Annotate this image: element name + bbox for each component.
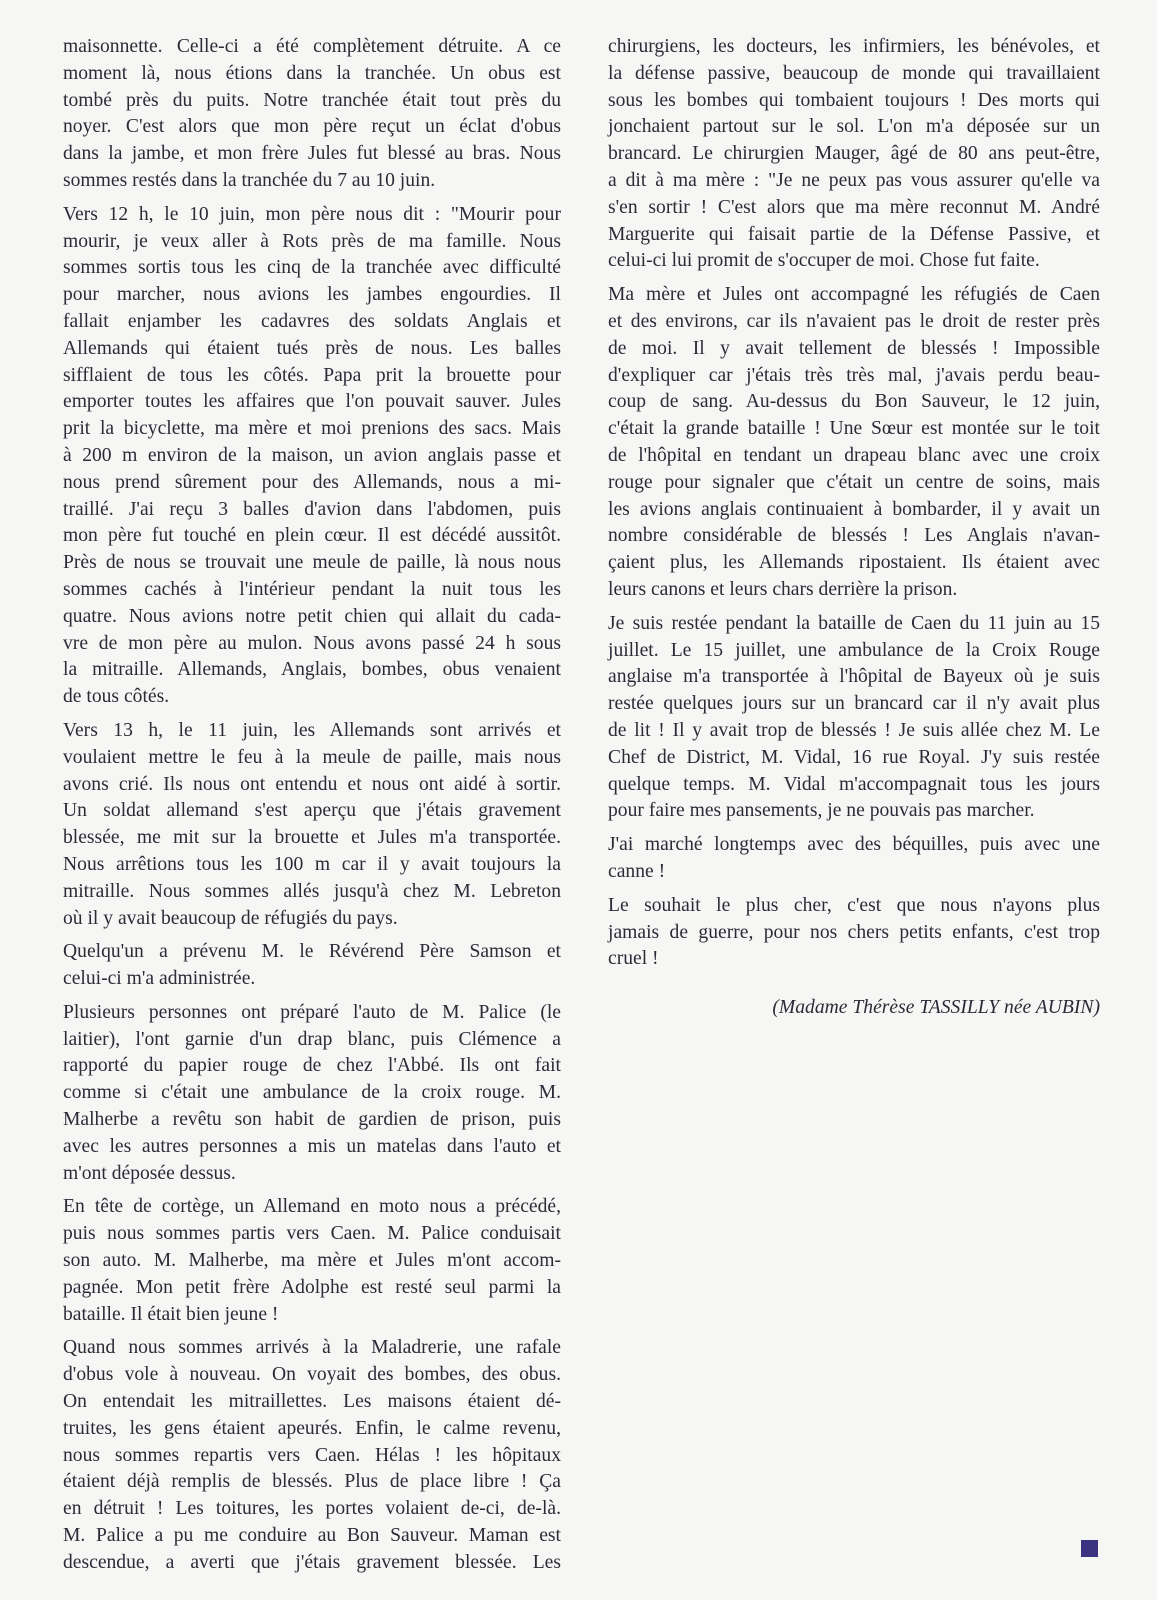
text-line: quatre. Nous avions notre petit chien qui allait du cada- [63,605,561,627]
text-line: moment là, nous étions dans la tranchée. Un obus est [63,62,561,84]
text-line: juillet. Le 15 juillet, une ambulance de la Croix Rouge [608,639,1100,661]
text-line: coup de sang. Au-dessus du Bon Sauveur, le 12 juin, [608,391,1100,413]
text-line: de lit ! Il y avait trop de blessés ! Je suis allée chez M. Le [608,719,1100,741]
text-line: comme si c'était une ambulance de la croix rouge. M. [63,1082,561,1104]
text-line: Un soldat allemand s'est aperçu que j'étais gravement [63,800,561,822]
text-line: descendue, a averti que j'étais gravement blessée. Les [63,1551,561,1573]
text-line: nombre considérable de blessés ! Les Anglais n'avan- [608,525,1100,547]
text-line: En tête de cortège, un Allemand en moto nous a précédé, [63,1196,561,1218]
text-line: On entendait les mitraillettes. Les maisons étaient dé- [63,1391,561,1413]
text-line: jamais de guerre, pour nos chers petits enfants, c'est trop [608,921,1100,943]
paragraph [63,718,561,932]
text-line: nous prend sûrement pour des Allemands, nous a mi- [63,471,561,493]
text-line: jonchaient partout sur le sol. L'on m'a déposée sur un [608,116,1100,138]
text-line: prit la bicyclette, ma mère et moi prenions des sacs. Mais [63,418,561,440]
text-line: leurs canons et leurs chars derrière la prison. [608,578,958,600]
text-line: mourir, je veux aller à Rots près de ma famille. Nous [63,230,561,252]
text-line: pour faire mes pansements, je ne pouvais pas marcher. [608,800,1035,822]
text-line: celui-ci m'a administrée. [63,968,256,990]
text-line: puis nous sommes partis vers Caen. M. Palice conduisait [63,1223,561,1245]
text-line: Près de nous se trouvait une meule de paille, là nous nous [63,552,561,574]
right-column [608,34,1100,980]
text-line: de moi. Il y avait tellement de blessés ! Impossible [608,337,1100,359]
text-line: M. Palice a pu me conduire au Bon Sauveur. Maman est [63,1525,561,1547]
text-line: Quand nous sommes arrivés à la Maladrerie, une rafale [63,1337,561,1359]
paragraph [63,1194,561,1328]
text-line: de tous côtés. [63,686,170,708]
author-signature: (Madame Thérèse TASSILLY née AUBIN) [772,997,1100,1018]
text-line: restée quelques jours sur un brancard car il n'y avait plus [608,693,1100,715]
text-line: Allemands qui étaient tués près de nous. Les balles [63,337,561,359]
paragraph [63,1335,561,1576]
text-line: Plusieurs personnes ont préparé l'auto de M. Palice (le [63,1001,561,1023]
text-line: mitraille. Nous sommes allés jusqu'à chez M. Lebreton [63,880,561,902]
text-line: et des environs, car ils n'avaient pas le droit de rester près [608,310,1100,332]
text-line: de l'hôpital en tendant un drapeau blanc avec une croix [608,444,1100,466]
text-line: avec les autres personnes a mis un matelas dans l'auto et [63,1135,561,1157]
text-line: blessée, me mit sur la brouette et Jules m'a transportée. [63,827,561,849]
text-line: celui-ci lui promit de s'occuper de moi. Chose fut faite. [608,250,1040,272]
text-line: tombé près du puits. Notre tranchée était tout près du [63,89,561,111]
text-line: Quelqu'un a prévenu M. le Révérend Père Samson et [63,941,561,963]
text-line: Le souhait le plus cher, c'est que nous n'ayons plus [608,894,1100,916]
text-line: c'était la grande bataille ! Une Sœur est montée sur le toit [608,418,1100,440]
text-line: Marguerite qui faisait partie de la Défense Passive, et [608,223,1100,245]
text-line: Malherbe a revêtu son habit de gardien de prison, puis [63,1109,561,1131]
text-line: la mitraille. Allemands, Anglais, bombes, obus venaient [63,659,561,681]
text-line: fallait enjamber les cadavres des soldats Anglais et [63,310,561,332]
text-line: mon père fut touché en plein cœur. Il est décédé aussitôt. [63,525,561,547]
text-line: truites, les gens étaient apeurés. Enfin, le calme revenu, [63,1417,561,1439]
text-line: étaient déjà remplis de blessés. Plus de place libre ! Ça [63,1471,561,1493]
text-line: rapporté du papier rouge de chez l'Abbé. Ils ont fait [63,1055,561,1077]
text-line: çaient plus, les Allemands ripostaient. Ils étaient avec [608,552,1100,574]
text-line: avons crié. Ils nous ont entendu et nous ont aidé à sortir. [63,773,561,795]
text-line: où il y avait beaucoup de réfugiés du pays. [63,907,398,929]
text-line: m'ont déposée dessus. [63,1162,236,1184]
text-line: pour marcher, nous avions les jambes engourdies. Il [63,284,561,306]
text-line: d'obus vole à nouveau. On voyait des bombes, des obus. [63,1364,561,1386]
text-line: Chef de District, M. Vidal, 16 rue Royal. J'y suis restée [608,746,1100,768]
text-line: a dit à ma mère : "Je ne peux pas vous assurer qu'elle va [608,169,1100,191]
paragraph [63,1000,561,1188]
paragraph [608,611,1100,825]
text-line: la défense passive, beaucoup de monde qui travaillaient [608,62,1100,84]
text-line: brancard. Le chirurgien Mauger, âgé de 80 ans peut-être, [608,143,1100,165]
text-line: rouge pour signaler que c'était un centre de soins, mais [608,471,1100,493]
text-line: Vers 12 h, le 10 juin, mon père nous dit : "Mourir pour [63,203,561,225]
end-of-article-marker [1081,1540,1098,1557]
text-line: pagnée. Mon petit frère Adolphe est resté seul parmi la [63,1276,561,1298]
text-line: s'en sortir ! C'est alors que ma mère reconnut M. André [608,196,1100,218]
text-line: traillé. J'ai reçu 3 balles d'avion dans l'abdomen, puis [63,498,561,520]
text-line: chirurgiens, les docteurs, les infirmiers, les bénévoles, et [608,36,1100,57]
text-line: anglaise m'a transportée à l'hôpital de Bayeux où je suis [608,666,1100,688]
text-line: sommes sortis tous les cinq de la tranchée avec difficulté [63,257,561,279]
paragraph [608,34,1100,275]
text-line: canne ! [608,860,666,882]
text-line: sifflaient de tous les côtés. Papa prit la brouette pour [63,364,561,386]
paragraph [63,34,561,195]
text-line: emporter toutes les affaires que l'on pouvait sauver. Jules [63,391,561,413]
paragraph [608,282,1100,604]
text-line: son auto. M. Malherbe, ma mère et Jules m'ont accom- [63,1250,561,1272]
text-line: en détruit ! Les toitures, les portes volaient de-ci, de-là. [63,1498,561,1520]
text-line: Ma mère et Jules ont accompagné les réfugiés de Caen [608,284,1100,306]
text-line: nous sommes repartis vers Caen. Hélas ! les hôpitaux [63,1444,561,1466]
text-line: à 200 m environ de la maison, un avion anglais passe et [63,444,561,466]
text-line: Je suis restée pendant la bataille de Caen du 11 juin au 15 [608,612,1100,634]
text-line: sous les bombes qui tombaient toujours ! Des morts qui [608,89,1100,111]
text-line: vre de mon père au mulon. Nous avons passé 24 h sous [63,632,561,654]
text-line: Nous arrêtions tous les 100 m car il y avait toujours la [63,853,561,875]
text-line: quelque temps. M. Vidal m'accompagnait tous les jours [608,773,1100,795]
text-line: noyer. C'est alors que mon père reçut un éclat d'obus [63,116,561,138]
text-line: voulaient mettre le feu à la meule de paille, mais nous [63,746,561,768]
text-line: les avions anglais continuaient à bombarder, il y avait un [608,498,1100,520]
left-column [63,34,561,1584]
paragraph [63,202,561,711]
paragraph [63,939,561,993]
paragraph [608,832,1100,886]
text-line: maisonnette. Celle-ci a été complètement détruite. A ce [63,36,561,57]
text-line: dans la jambe, et mon frère Jules fut blessé au bras. Nous [63,143,561,165]
text-line: sommes cachés à l'intérieur pendant la nuit tous les [63,578,561,600]
text-line: d'expliquer car j'étais très très mal, j'avais perdu beau- [608,364,1100,386]
text-line: cruel ! [608,948,659,970]
text-line: sommes restés dans la tranchée du 7 au 10 juin. [63,169,436,191]
text-line: bataille. Il était bien jeune ! [63,1303,279,1325]
text-line: laitier), l'ont garnie d'un drap blanc, puis Clémence a [63,1028,561,1050]
text-line: Vers 13 h, le 11 juin, les Allemands sont arrivés et [63,719,561,741]
text-line: J'ai marché longtemps avec des béquilles, puis avec une [608,834,1100,856]
paragraph [608,893,1100,973]
